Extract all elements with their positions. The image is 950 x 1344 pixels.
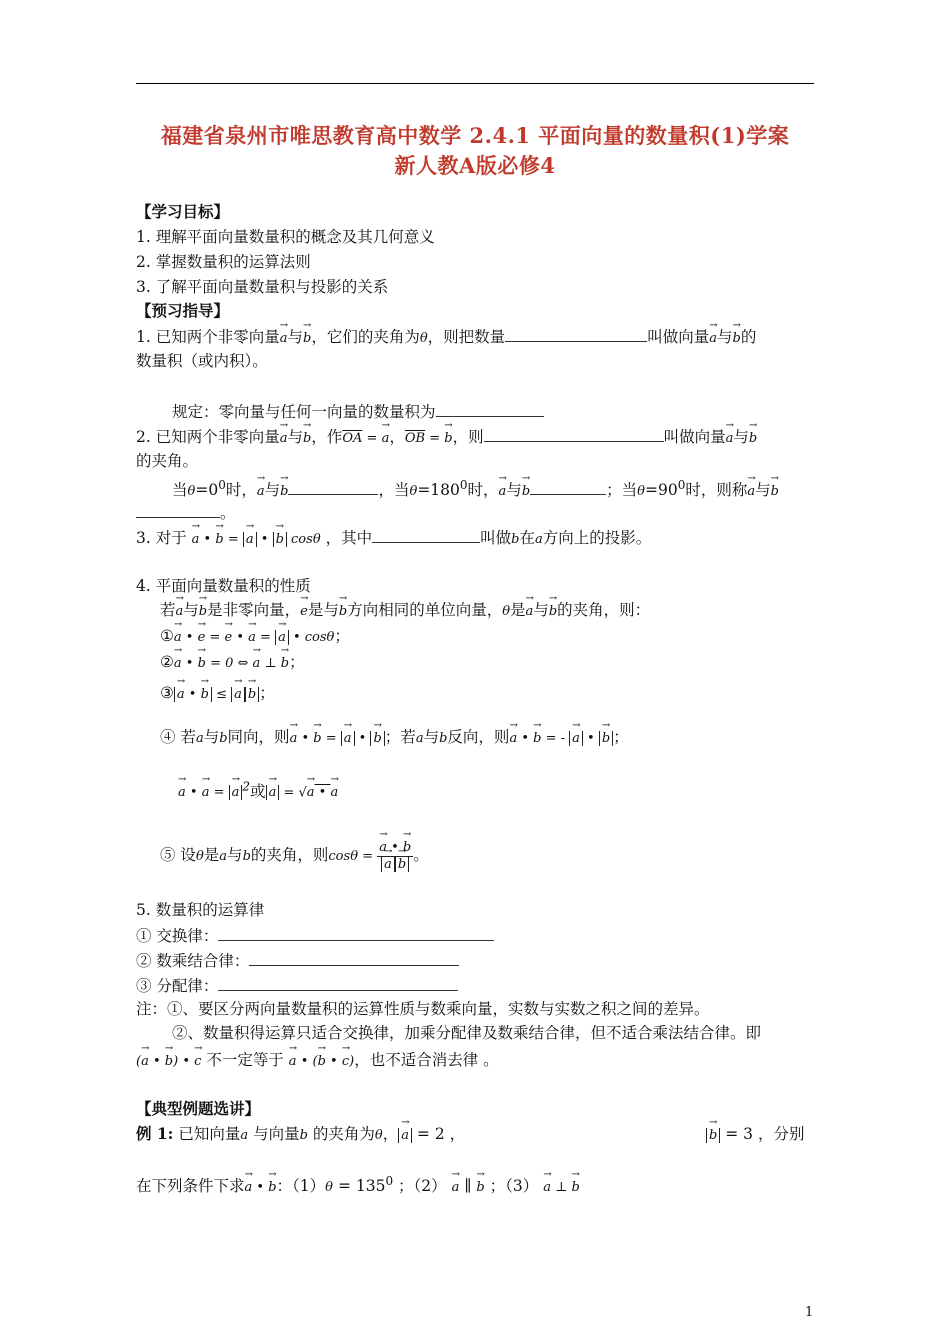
note-1: 注：①、要区分两向量数量积的运算性质与数乘向量，实数与实数之积之间的差异。 — [136, 1000, 710, 1018]
question-2-cases: 当$\theta=0^0$时，→ a与→ b ，当$\theta=180^0$时，→ a与→ b ；当$\theta=90^0$时，则称→ a与→ b — [172, 478, 779, 500]
answer-blank[interactable] — [530, 480, 606, 495]
property-3: ③ → a • → b ≤ → a → b ； — [160, 684, 275, 703]
law-commutative: ① 交换律： — [136, 926, 494, 946]
page-number: 1 — [805, 1305, 814, 1320]
answer-blank[interactable] — [218, 976, 458, 991]
objective-item-3: 3. 了解平面向量数量积与投影的关系 — [136, 278, 389, 296]
property-2: ②→ a • → b = 0 ⇔ → a ⊥ → b； — [160, 653, 305, 672]
answer-blank[interactable] — [436, 402, 544, 417]
objective-item-2: 2. 掌握数量积的运算法则 — [136, 253, 311, 271]
answer-blank[interactable] — [218, 926, 494, 941]
property-4: ④ 若a与b同向，则→ a • → b = → a • → b ；若a与b反向，则→ a • → b = - → a • → b ； — [160, 728, 629, 747]
question-2-line2: 的夹角。 — [136, 452, 199, 470]
answer-blank[interactable] — [249, 951, 459, 966]
law-distributive: ③ 分配律： — [136, 976, 458, 996]
question-5-heading: 5. 数量积的运算律 — [136, 901, 265, 919]
law-scalar: ② 数乘结合律： — [136, 951, 459, 971]
guide-heading: 【预习指导】 — [136, 301, 230, 320]
answer-blank[interactable] — [136, 503, 220, 518]
question-2-line1: 2. 已知两个非零向量→ a与→ b，作$\overline{OA}$ = → a，$\overline{OB}$ = → b，则 叫做向量→ a与→ b — [136, 427, 757, 447]
answer-blank[interactable] — [372, 528, 480, 543]
question-1-line1: 1. 已知两个非零向量→ a与→ b，它们的夹角为θ，则把数量 叫做向量→ a与→ b的 — [136, 327, 756, 347]
question-3: 3. 对于 → a • → b = → a • → b cosθ ，其中 叫做b在a方向上的投影。 — [136, 528, 651, 548]
question-4-intro: 若→ a与→ b是非零向量，→ e是与→ b方向相同的单位向量，θ是→ a与→ b的夹角，则： — [160, 601, 650, 620]
doc-title-line1: 福建省泉州市唯思教育高中数学 2.4.1 平面向量的数量积(1)学案 — [160, 123, 790, 148]
header-rule — [136, 83, 814, 84]
answer-blank[interactable] — [484, 427, 664, 442]
example-1-line2: 在下列条件下求→ a • → b：$(1)\theta = 135^0$ ；（2） → a ∥ → b ；（3） → a ⊥ → b — [136, 1174, 580, 1196]
objective-item-1: 1. 理解平面向量数量积的概念及其几何意义 — [136, 228, 435, 246]
property-4-formula: → a • → a = → a $^2$或 → a = √→ a • → a — [178, 780, 338, 801]
answer-blank[interactable] — [505, 327, 647, 342]
answer-blank[interactable] — [288, 480, 378, 495]
question-2-end: 。 — [136, 503, 236, 523]
property-5: ⑤ 设θ是a与b的夹角，则cosθ = → a • → b → a → b 。 — [160, 840, 429, 872]
note-2: ②、数量积得运算只适合交换律，加乘分配律及数乘结合律，但不适合乘法结合律。即 — [172, 1024, 762, 1042]
note-3: (→ a • → b) • → c 不一定等于 → a • (→ b • → c)，也不适合消去律 。 — [136, 1051, 499, 1070]
property-1: ①→ a • → e = → e • → a = → a • cosθ； — [160, 627, 350, 646]
example-1-line1-right: → b = 3 ，分别 — [706, 1125, 804, 1144]
examples-heading: 【典型例题选讲】 — [136, 1099, 261, 1118]
question-4-heading: 4. 平面向量数量积的性质 — [136, 577, 311, 595]
rule-zero-vector: 规定：零向量与任何一向量的数量积为 — [172, 402, 544, 422]
objectives-heading: 【学习目标】 — [136, 202, 230, 221]
example-1-line1: 例 1: 已知向量a 与向量b 的夹角为θ， → a = 2 ， — [136, 1125, 465, 1144]
question-1-line2: 数量积（或内积）。 — [136, 352, 268, 370]
doc-title-line2: 新人教A版必修4 — [394, 153, 556, 178]
